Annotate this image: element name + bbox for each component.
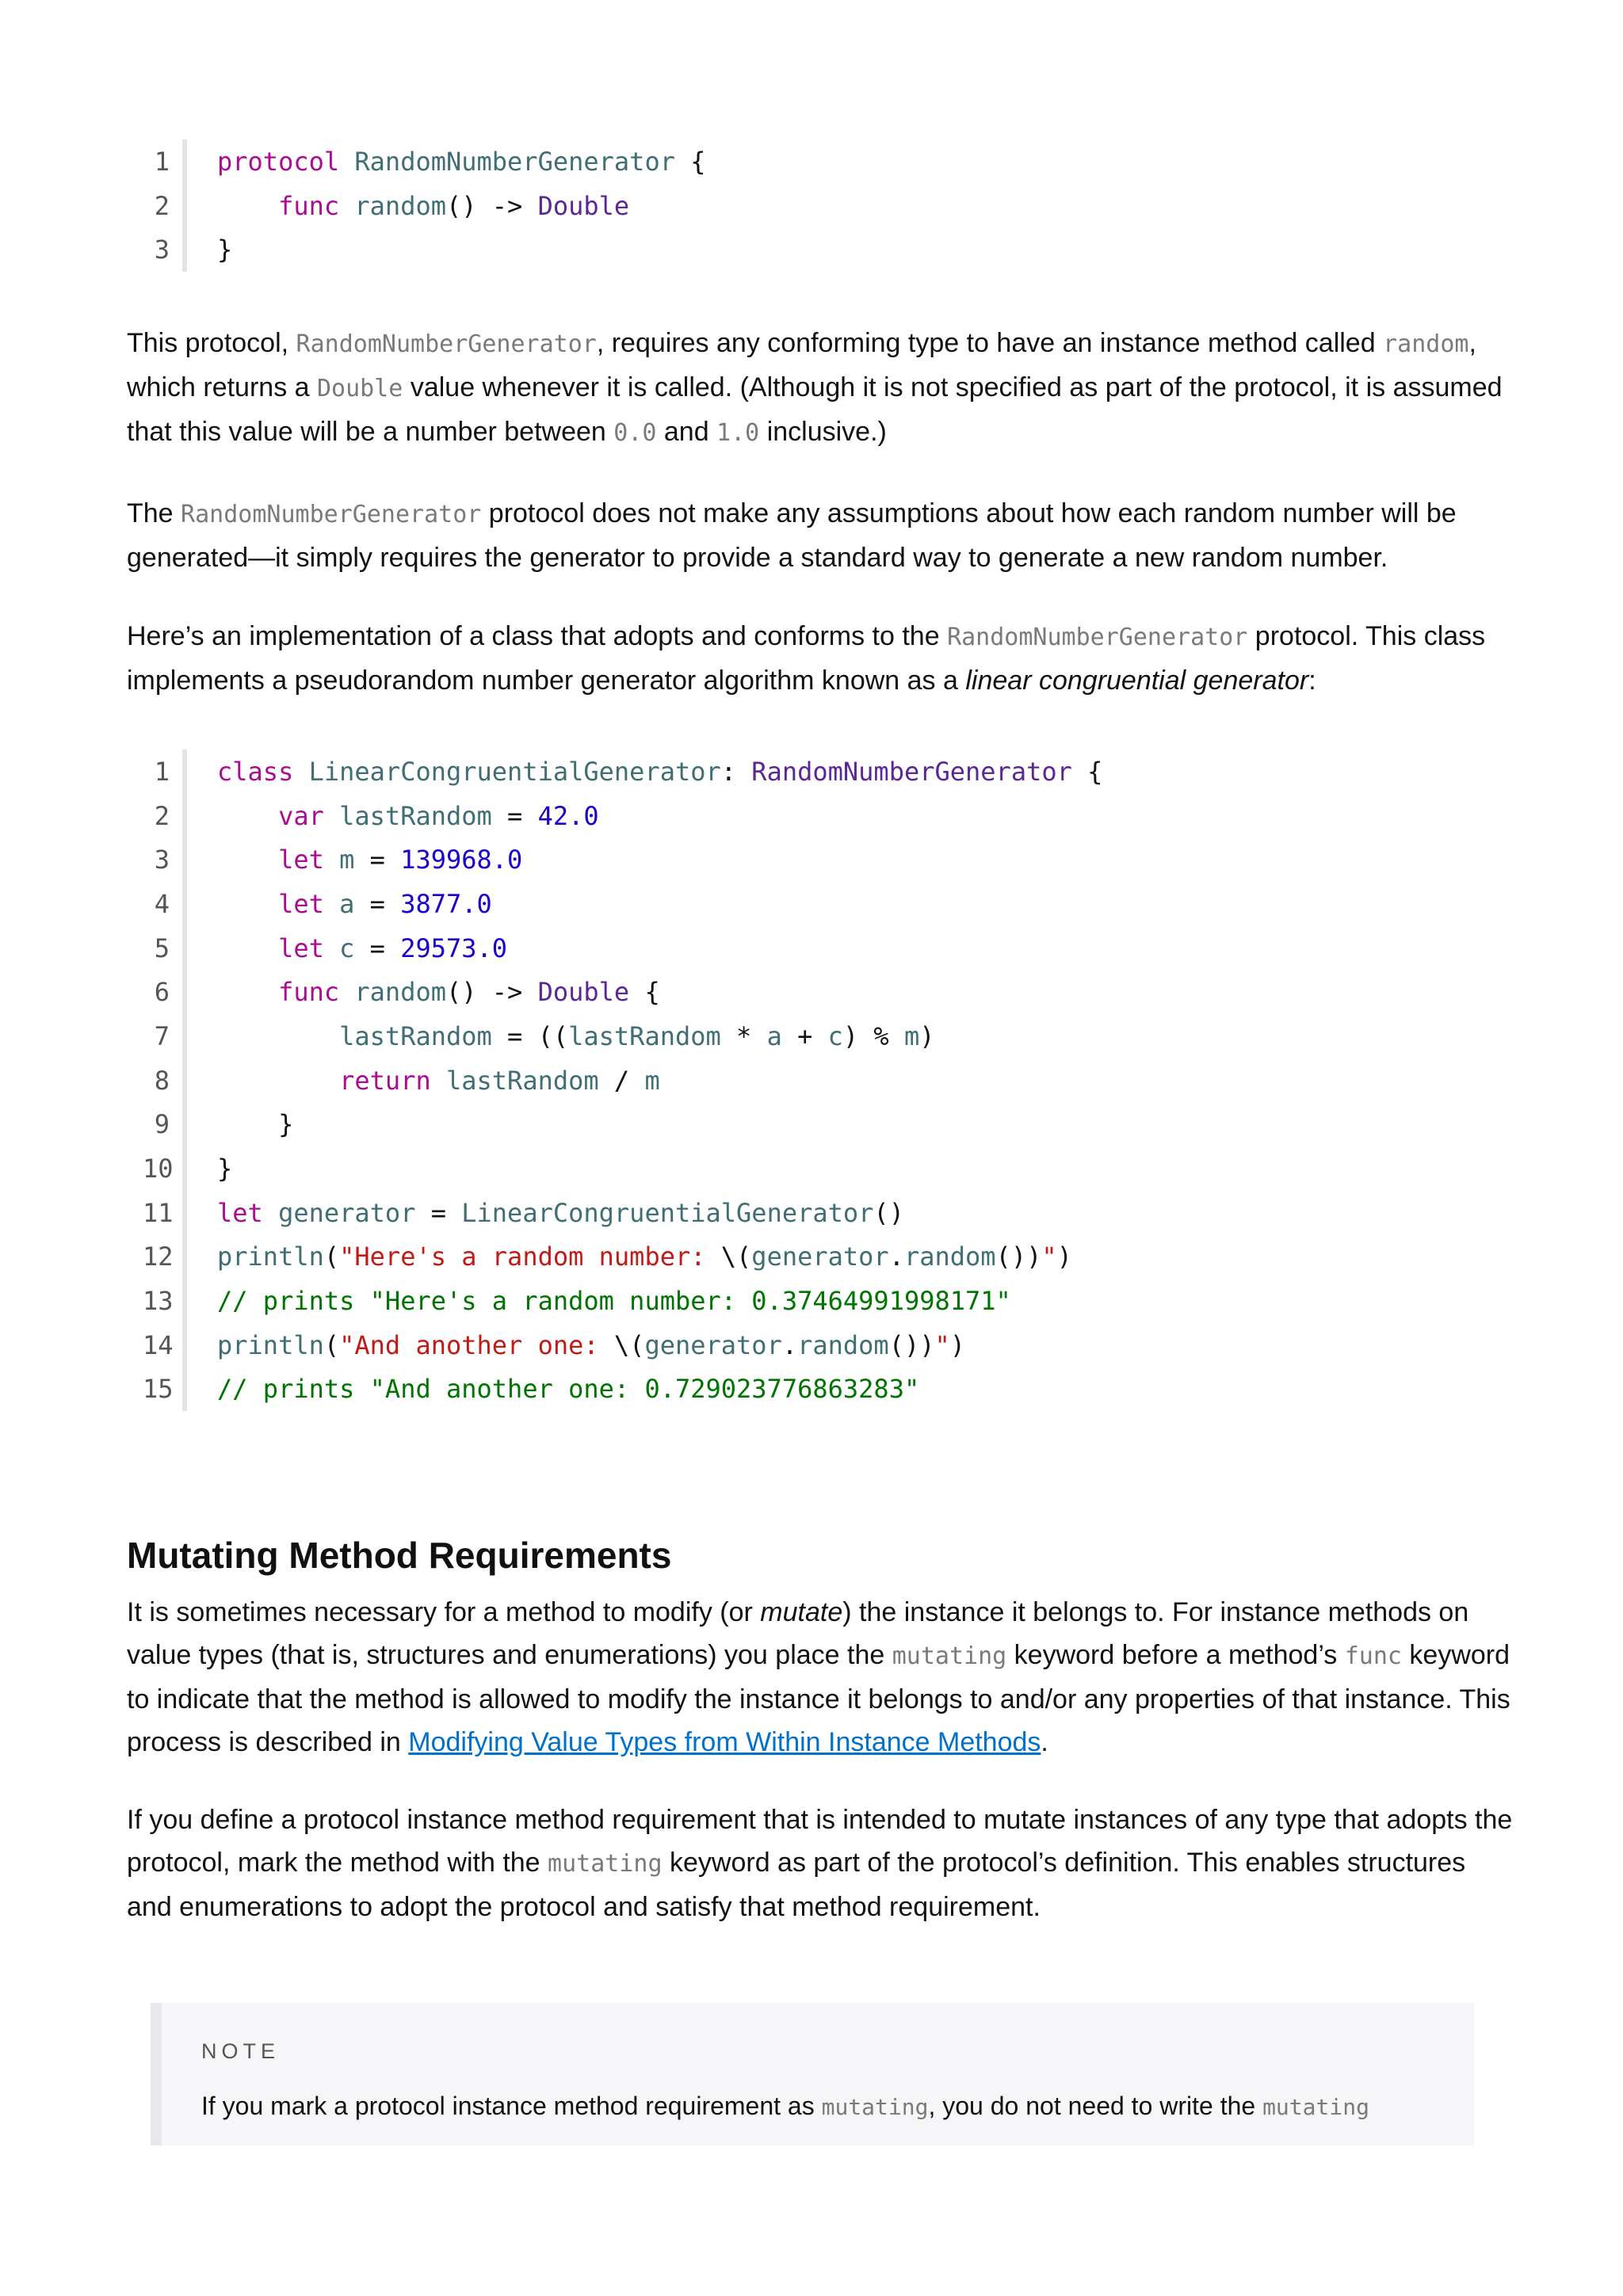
line-number: 7 [154,1020,170,1051]
code-block-protocol [143,139,1490,272]
code-line: 11 let generator = LinearCongruentialGenerator() [143,1191,1490,1235]
code-line: 7 lastRandom = ((lastRandom * a + c) % m) [143,1014,1490,1058]
code-line: 12 println("Here's a random number: \(generator.random())") [143,1235,1490,1280]
code-line: 1 protocol RandomNumberGenerator { [143,139,1490,184]
line-number: 1 [154,146,170,177]
modifying-value-types-link[interactable]: Modifying Value Types from Within Instance Methods [408,1727,1041,1757]
line-number: 1 [154,756,170,787]
line-number: 3 [154,235,170,265]
line-number: 4 [154,888,170,919]
note-title: NOTE [201,2039,281,2063]
code-line: 8 return lastRandom / m [143,1058,1490,1103]
line-number: 8 [154,1065,170,1096]
line-number: 2 [154,190,170,221]
code-line: 3 } [143,227,1490,272]
line-number: 12 [143,1241,174,1272]
paragraph-mutating-intro: It is sometimes necessary for a method to modify (or mutate) the instance it belongs to. For instance methods on value types (that is, structures and enumerations) you place the mutating keyword before a method’s func keyword to indicate that the method is allowed to modify the instance it belongs to and/or any properties of that instance. This process is described in Modifying Value Types from Within Instance Methods. [127,1597,1510,1757]
code-line: 3 let m = 139968.0 [143,837,1490,882]
paragraph-protocol-description: This protocol, RandomNumberGenerator, requires any conforming type to have an instance method called random, which returns a Double value whenever it is called. (Although it is not specified as part of the protocol, it is assumed that this value will be a number between 0.0 and 1.0 inclusive.) [127,328,1503,447]
code-block-generator [143,749,1490,1411]
code-line: 2 var lastRandom = 42.0 [143,794,1490,838]
paragraph-implementation-intro: Here’s an implementation of a class that adopts and conforms to the RandomNumberGenerator protocol. This class implements a pseudorandom number generator algorithm known as a linear congruential generator: [127,621,1486,696]
code-line: 2 func random() -> Double [143,184,1490,228]
paragraph-mutating-protocol: If you define a protocol instance method requirement that is intended to mutate instances of any type that adopts the protocol, mark the method with the mutating keyword as part of the protocol’s definition. This enables structures and enumerations to adopt the protocol and satisfy that method requirement. [127,1805,1513,1922]
code-line: 6 func random() -> Double { [143,970,1490,1014]
code-line: 13 // prints "Here's a random number: 0.37464991998171" [143,1279,1490,1323]
line-number: 13 [143,1286,174,1317]
line-number: 14 [143,1329,174,1360]
line-number: 10 [143,1154,174,1184]
code-line: 1 class LinearCongruentialGenerator: RandomNumberGenerator { [143,749,1490,794]
line-number: 2 [154,800,170,831]
line-number: 11 [143,1197,174,1228]
section-heading: Mutating Method Requirements [127,1535,672,1576]
line-number: 15 [143,1374,174,1405]
line-number: 9 [154,1109,170,1140]
note-box [151,2003,1474,2145]
code-line: 15 // prints "And another one: 0.729023776863283" [143,1367,1490,1412]
note-body: If you mark a protocol instance method requirement as mutating, you do not need to write the mutating [201,2092,1369,2120]
code-line: 10 } [143,1146,1490,1191]
paragraph-protocol-assumptions: The RandomNumberGenerator protocol does not make any assumptions about how each random number will be generated—it simply requires the generator to provide a standard way to generate a new random number. [127,498,1457,573]
line-number: 5 [154,933,170,963]
code-line: 4 let a = 3877.0 [143,882,1490,926]
code-line: 5 let c = 29573.0 [143,926,1490,971]
code-line: 9 } [143,1103,1490,1147]
code-line: 14 println("And another one: \(generator.random())") [143,1323,1490,1367]
line-number: 3 [154,845,170,875]
line-number: 6 [154,977,170,1008]
